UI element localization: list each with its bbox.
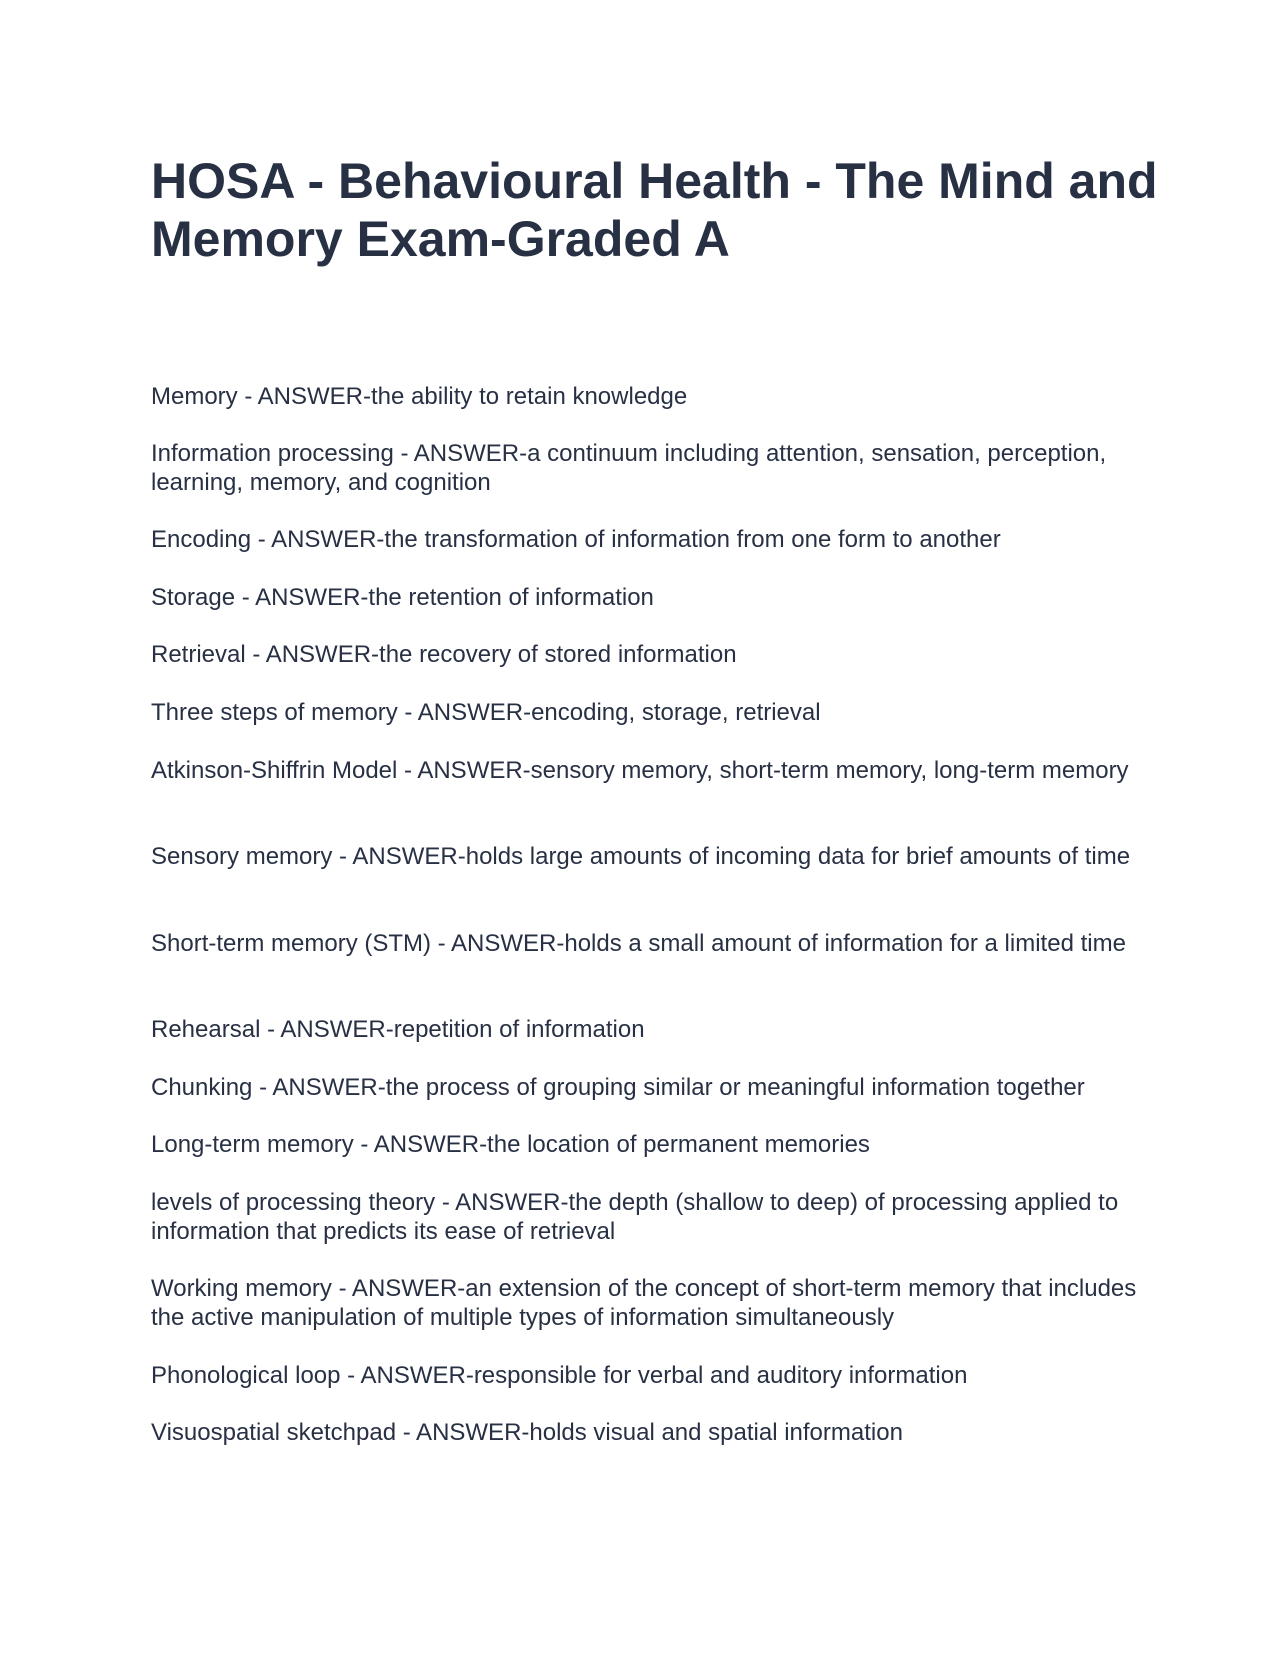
document-title: HOSA - Behavioural Health - The Mind and Memory Exam-Graded A	[151, 153, 1158, 267]
qa-entry: levels of processing theory - ANSWER-the depth (shallow to deep) of processing applied to information that predicts its ease of retrieval	[151, 1189, 1119, 1245]
qa-entry: Chunking - ANSWER-the process of grouping similar or meaningful information together	[151, 1074, 1085, 1101]
qa-entry: Phonological loop - ANSWER-responsible for verbal and auditory information	[151, 1362, 968, 1389]
qa-entry: Three steps of memory - ANSWER-encoding, storage, retrieval	[151, 699, 821, 726]
qa-entry: Short-term memory (STM) - ANSWER-holds a small amount of information for a limited time	[151, 930, 1126, 957]
qa-entry: Sensory memory - ANSWER-holds large amounts of incoming data for brief amounts of time	[151, 843, 1131, 870]
qa-entry: Rehearsal - ANSWER-repetition of information	[151, 1016, 645, 1043]
qa-entry: Information processing - ANSWER-a continuum including attention, sensation, perception, learning, memory, and cognition	[151, 440, 1107, 496]
qa-entry: Encoding - ANSWER-the transformation of information from one form to another	[151, 526, 1001, 553]
qa-entry: Atkinson-Shiffrin Model - ANSWER-sensory memory, short-term memory, long-term memory	[151, 757, 1129, 784]
qa-entry: Storage - ANSWER-the retention of information	[151, 584, 654, 611]
qa-entry: Memory - ANSWER-the ability to retain knowledge	[151, 383, 688, 410]
qa-entry: Long-term memory - ANSWER-the location of permanent memories	[151, 1131, 870, 1158]
qa-entry: Retrieval - ANSWER-the recovery of stored information	[151, 641, 737, 668]
qa-entry: Working memory - ANSWER-an extension of the concept of short-term memory that includes the active manipulation of multiple types of information simultaneously	[151, 1275, 1137, 1331]
qa-entry: Visuospatial sketchpad - ANSWER-holds visual and spatial information	[151, 1419, 903, 1446]
